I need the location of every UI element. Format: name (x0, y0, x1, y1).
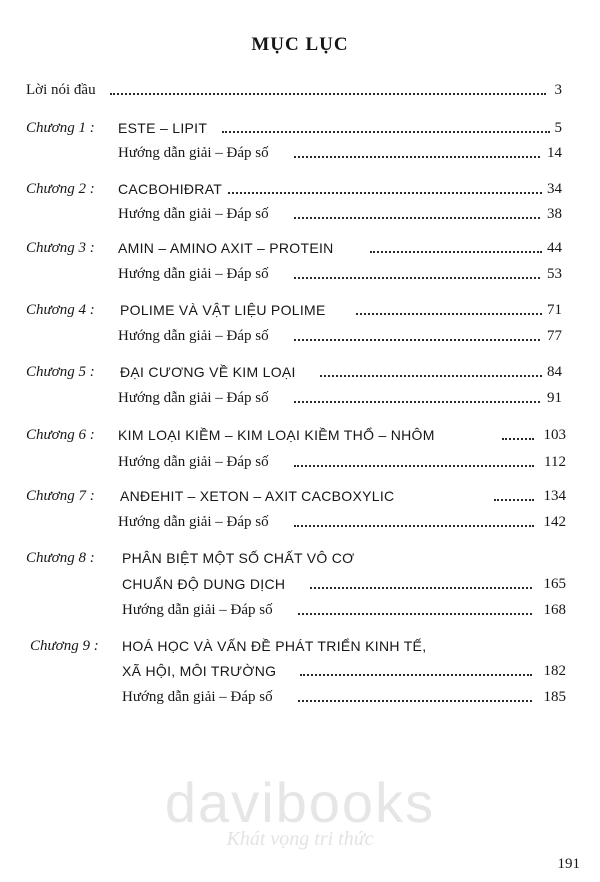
chapter-title: KIM LOẠI KIỀM – KIM LOẠI KIỀM THỔ – NHÔM (118, 427, 435, 443)
chapter-title-line1: HOÁ HỌC VÀ VẤN ĐỀ PHÁT TRIỂN KINH TẾ, (122, 638, 427, 654)
toc-page-number: 53 (547, 266, 562, 282)
toc-guide-6[interactable] (118, 452, 566, 472)
toc-page-number: 142 (543, 514, 566, 530)
chapter-title: AMIN – AMINO AXIT – PROTEIN (118, 240, 334, 256)
toc-page-number: 134 (543, 488, 566, 504)
toc-page-number: 5 (554, 120, 562, 136)
toc-page-number: 112 (544, 454, 566, 470)
chapter-label: Chương 7 : (26, 488, 95, 504)
dot-leader (222, 131, 550, 133)
chapter-title-line1: PHÂN BIỆT MỘT SỐ CHẤT VÔ CƠ (122, 550, 355, 566)
toc-chapter-8[interactable] (26, 548, 566, 568)
chapter-title: ĐẠI CƯƠNG VỀ KIM LOẠI (120, 364, 296, 380)
toc-guide-5[interactable] (118, 388, 562, 408)
guide-label: Hướng dẫn giải – Đáp số (118, 454, 269, 470)
dot-leader (502, 438, 534, 440)
guide-label: Hướng dẫn giải – Đáp số (118, 514, 269, 530)
toc-chapter-9-cont[interactable] (122, 661, 566, 681)
chapter-label: Chương 6 : (26, 427, 95, 443)
toc-chapter-5[interactable] (26, 362, 562, 382)
toc-chapter-9[interactable] (30, 636, 566, 656)
watermark-tagline: Khát vọng tri thức (226, 828, 374, 850)
toc-guide-8[interactable] (122, 600, 566, 620)
dot-leader (294, 525, 534, 527)
dot-leader (294, 339, 540, 341)
toc-entry-preface[interactable] (26, 80, 562, 100)
toc-chapter-3[interactable] (26, 238, 562, 258)
guide-label: Hướng dẫn giải – Đáp số (122, 602, 273, 618)
dot-leader (494, 499, 534, 501)
toc-guide-3[interactable] (118, 264, 562, 284)
dot-leader (310, 587, 532, 589)
chapter-label: Chương 8 : (26, 550, 95, 566)
toc-page-number: 71 (547, 302, 562, 318)
toc-page-number: 34 (547, 181, 562, 197)
dot-leader (294, 217, 540, 219)
page-number: 191 (557, 856, 580, 872)
toc-page-number: 91 (547, 390, 562, 406)
toc-page-number: 44 (547, 240, 562, 256)
chapter-label: Chương 4 : (26, 302, 95, 318)
dot-leader (294, 465, 534, 467)
guide-label: Hướng dẫn giải – Đáp số (118, 266, 269, 282)
toc-page-number: 3 (554, 82, 562, 98)
toc-chapter-4[interactable] (26, 300, 562, 320)
toc-page-number: 165 (543, 576, 566, 592)
chapter-title: ESTE – LIPIT (118, 120, 208, 136)
toc-chapter-1[interactable] (26, 118, 562, 138)
watermark-logo: davibooks (164, 771, 436, 834)
toc-chapter-8-cont[interactable] (122, 574, 566, 594)
toc-page-number: 77 (547, 328, 562, 344)
toc-guide-7[interactable] (118, 512, 566, 532)
toc-chapter-7[interactable] (26, 486, 566, 506)
chapter-title: CHUẨN ĐỘ DUNG DỊCH (122, 576, 286, 592)
page-title: MỤC LỤC (251, 34, 349, 55)
toc-page-number: 14 (547, 145, 562, 161)
guide-label: Hướng dẫn giải – Đáp số (118, 328, 269, 344)
dot-leader (298, 700, 532, 702)
toc-page-number: 84 (547, 364, 562, 380)
toc-guide-9[interactable] (122, 687, 566, 707)
chapter-label: Chương 9 : (30, 638, 99, 654)
dot-leader (110, 93, 546, 95)
guide-label: Hướng dẫn giải – Đáp số (118, 145, 269, 161)
chapter-label: Chương 5 : (26, 364, 95, 380)
chapter-title: XÃ HỘI, MÔI TRƯỜNG (122, 663, 277, 679)
toc-guide-2[interactable] (118, 204, 562, 224)
dot-leader (298, 613, 532, 615)
toc-page-number: 103 (543, 427, 566, 443)
toc-page-number: 38 (547, 206, 562, 222)
chapter-label: Chương 1 : (26, 120, 95, 136)
guide-label: Hướng dẫn giải – Đáp số (118, 206, 269, 222)
chapter-title: ANĐEHIT – XETON – AXIT CACBOXYLIC (120, 488, 395, 504)
guide-label: Hướng dẫn giải – Đáp số (122, 689, 273, 705)
dot-leader (294, 401, 540, 403)
toc-chapter-6[interactable] (26, 425, 566, 445)
toc-guide-1[interactable] (118, 143, 562, 163)
chapter-title: POLIME VÀ VẬT LIỆU POLIME (120, 302, 326, 318)
guide-label: Hướng dẫn giải – Đáp số (118, 390, 269, 406)
toc-guide-4[interactable] (118, 326, 562, 346)
dot-leader (294, 277, 540, 279)
dot-leader (356, 313, 542, 315)
toc-page-number: 185 (543, 689, 566, 705)
toc-chapter-2[interactable] (26, 179, 562, 199)
toc-entry-label: Lời nói đầu (26, 82, 96, 98)
toc-page-number: 168 (543, 602, 566, 618)
dot-leader (320, 375, 542, 377)
dot-leader (228, 192, 542, 194)
dot-leader (370, 251, 542, 253)
dot-leader (300, 674, 532, 676)
toc-page-number: 182 (543, 663, 566, 679)
chapter-title: CACBOHIĐRAT (118, 181, 223, 197)
chapter-label: Chương 3 : (26, 240, 95, 256)
dot-leader (294, 156, 540, 158)
chapter-label: Chương 2 : (26, 181, 95, 197)
